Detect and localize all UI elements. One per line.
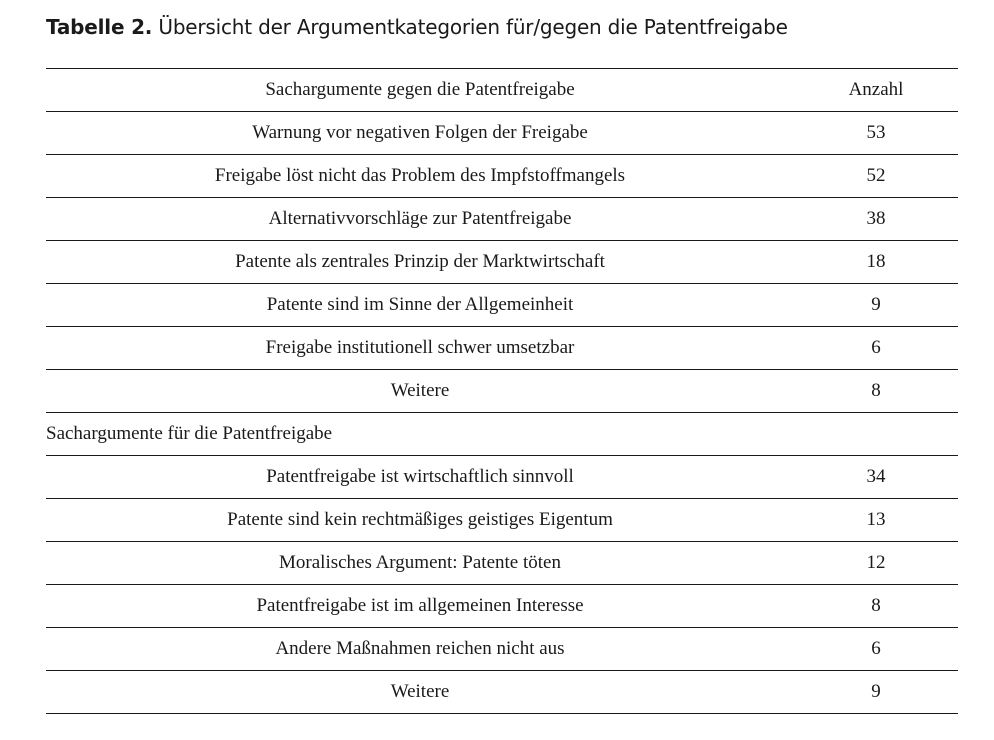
table-row xyxy=(46,198,958,241)
table-row xyxy=(46,671,958,714)
count-column-header: Anzahl xyxy=(794,69,958,112)
table-row xyxy=(46,499,958,542)
section-header-row-for xyxy=(46,413,958,456)
argument-cell: Patente sind im Sinne der Allgemeinheit xyxy=(46,284,794,327)
argument-cell: Weitere xyxy=(46,671,794,714)
count-cell: 9 xyxy=(794,671,958,714)
count-cell: 8 xyxy=(794,585,958,628)
argument-cell: Patentfreigabe ist wirtschaftlich sinnvoll xyxy=(46,456,794,499)
table-row xyxy=(46,327,958,370)
count-cell: 6 xyxy=(794,327,958,370)
argument-cell: Patente als zentrales Prinzip der Marktwirtschaft xyxy=(46,241,794,284)
empty-count-header xyxy=(794,413,958,456)
count-cell: 53 xyxy=(794,112,958,155)
count-cell: 38 xyxy=(794,198,958,241)
count-cell: 6 xyxy=(794,628,958,671)
count-cell: 34 xyxy=(794,456,958,499)
argument-cell: Freigabe institutionell schwer umsetzbar xyxy=(46,327,794,370)
count-cell: 52 xyxy=(794,155,958,198)
table-row xyxy=(46,370,958,413)
table-row xyxy=(46,585,958,628)
argument-cell: Patente sind kein rechtmäßiges geistiges Eigentum xyxy=(46,499,794,542)
argument-table xyxy=(46,68,958,714)
count-cell: 13 xyxy=(794,499,958,542)
argument-cell: Weitere xyxy=(46,370,794,413)
argument-cell: Andere Maßnahmen reichen nicht aus xyxy=(46,628,794,671)
table-row xyxy=(46,155,958,198)
argument-cell: Alternativvorschläge zur Patentfreigabe xyxy=(46,198,794,241)
count-cell: 9 xyxy=(794,284,958,327)
count-cell: 18 xyxy=(794,241,958,284)
argument-cell: Warnung vor negativen Folgen der Freigabe xyxy=(46,112,794,155)
table-title-text: Übersicht der Argumentkategorien für/gegen die Patentfreigabe xyxy=(158,15,788,39)
argument-cell: Moralisches Argument: Patente töten xyxy=(46,542,794,585)
table-title xyxy=(46,15,788,39)
argument-cell: Freigabe löst nicht das Problem des Impfstoffmangels xyxy=(46,155,794,198)
section-heading-against: Sachargumente gegen die Patentfreigabe xyxy=(46,69,794,112)
table-row xyxy=(46,542,958,585)
count-cell: 12 xyxy=(794,542,958,585)
table-row xyxy=(46,241,958,284)
table-row xyxy=(46,112,958,155)
table-row xyxy=(46,284,958,327)
count-cell: 8 xyxy=(794,370,958,413)
section-header-row-against xyxy=(46,69,958,112)
table-row xyxy=(46,456,958,499)
section-heading-for: Sachargumente für die Patentfreigabe xyxy=(46,413,794,456)
table-row xyxy=(46,628,958,671)
table-title-label: Tabelle 2. xyxy=(46,15,153,39)
argument-cell: Patentfreigabe ist im allgemeinen Interesse xyxy=(46,585,794,628)
